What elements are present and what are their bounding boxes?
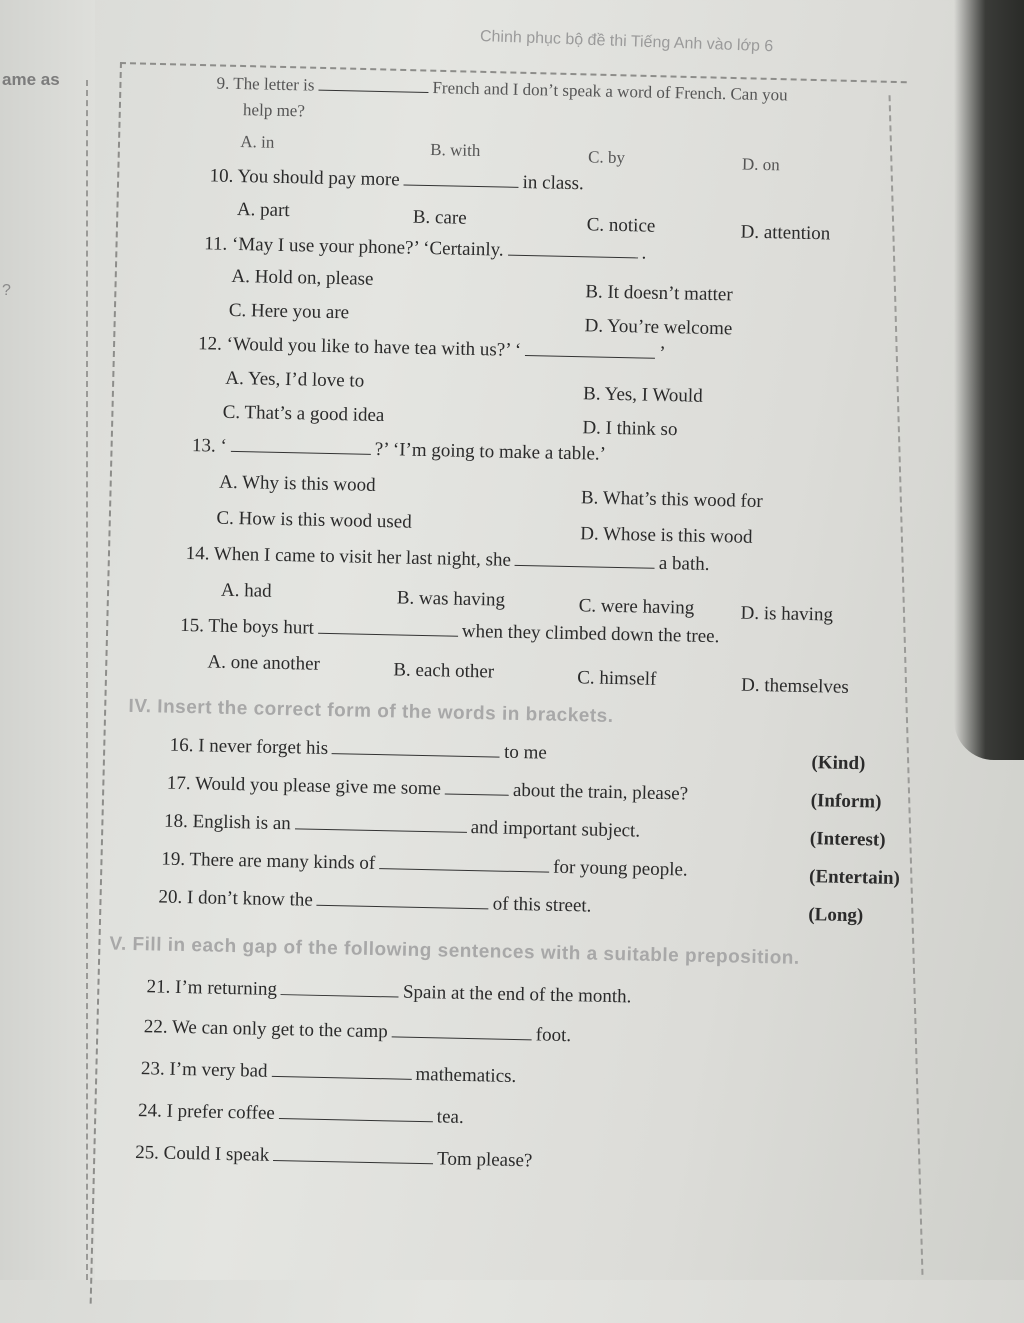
question-13: 13. ‘ ?’ ‘I’m going to make a table.’: [191, 435, 607, 465]
question-9: 9. The letter is French and I don’t speak a word of French. Can you: [216, 73, 788, 105]
option: A. Yes, I’d love to: [225, 367, 365, 392]
question-16: 16. I never forget his to me: [169, 734, 548, 764]
option: C. notice: [586, 214, 656, 237]
option: D. You’re welcome: [584, 315, 733, 340]
question-10: 10. You should pay more in class.: [209, 165, 585, 195]
answer-blank[interactable]: [445, 793, 509, 795]
option: B. with: [430, 140, 481, 161]
answer-blank[interactable]: [279, 1118, 433, 1122]
question-14: 14. When I came to visit her last night, she a bath.: [185, 542, 710, 575]
answer-blank[interactable]: [317, 905, 489, 910]
word-hint: (Kind): [811, 752, 866, 775]
option: C. by: [587, 147, 626, 168]
option: D. themselves: [740, 674, 849, 698]
answer-blank[interactable]: [525, 355, 655, 359]
option: D. Whose is this wood: [580, 523, 753, 548]
option: A. one another: [207, 651, 321, 675]
question-24: 24. I prefer coffee tea.: [137, 1100, 464, 1128]
answer-blank[interactable]: [508, 255, 638, 259]
question-19: 19. There are many kinds of for young people.: [161, 848, 688, 881]
question-20: 20. I don’t know the of this street.: [158, 886, 592, 917]
answer-blank[interactable]: [318, 633, 458, 637]
option: D. I think so: [582, 417, 678, 441]
option: C. himself: [577, 667, 657, 690]
option: A. had: [220, 579, 272, 602]
answer-blank[interactable]: [318, 90, 428, 93]
answer-blank[interactable]: [515, 565, 655, 569]
answer-blank[interactable]: [379, 868, 549, 873]
word-hint: (Entertain): [808, 866, 901, 890]
section-4-heading: IV. Insert the correct form of the words in brackets.: [128, 695, 614, 727]
option: C. Here you are: [228, 299, 350, 324]
answer-blank[interactable]: [332, 753, 500, 758]
adjacent-page-text: ame as: [2, 70, 60, 89]
question-17: 17. Would you please give me some about the train, please?: [166, 772, 689, 805]
question-18: 18. English is an and important subject.: [163, 810, 641, 842]
option: A. in: [240, 132, 275, 152]
answer-blank[interactable]: [392, 1036, 532, 1040]
adjacent-page-mark: ?: [2, 282, 11, 299]
answer-blank[interactable]: [273, 1160, 433, 1164]
question-11: 11. ‘May I use your phone?’ ‘Certainly. .: [204, 233, 647, 264]
option: B. each other: [393, 659, 495, 683]
option: C. That’s a good idea: [222, 401, 385, 427]
option: D. attention: [740, 221, 831, 245]
answer-blank[interactable]: [231, 451, 371, 455]
question-23: 23. I’m very bad mathematics.: [140, 1058, 517, 1088]
option: B. Yes, I Would: [582, 383, 703, 407]
option: D. on: [741, 154, 780, 175]
option: B. What’s this wood for: [580, 487, 763, 513]
word-hint: (Interest): [809, 828, 886, 851]
question-25: 25. Could I speak Tom please?: [134, 1142, 533, 1172]
option: B. It doesn’t matter: [585, 281, 733, 306]
question-9-cont: help me?: [242, 100, 306, 121]
option: B. was having: [396, 587, 506, 611]
word-hint: (Inform): [810, 790, 882, 813]
option: A. part: [236, 198, 290, 222]
question-15: 15. The boys hurt when they climbed down the tree.: [180, 614, 720, 648]
answer-blank[interactable]: [404, 184, 519, 187]
option: C. How is this wood used: [216, 507, 412, 533]
question-21: 21. I’m returning Spain at the end of the month.: [146, 976, 632, 1008]
option: B. care: [412, 206, 467, 229]
answer-blank[interactable]: [271, 1076, 411, 1080]
option: D. is having: [740, 602, 834, 626]
question-12: 12. ‘Would you like to have tea with us?’ ‘ ’: [197, 333, 666, 364]
answer-blank[interactable]: [281, 994, 399, 997]
section-5-heading: V. Fill in each gap of the following sentences with a suitable preposition.: [109, 933, 800, 969]
option: C. were having: [578, 595, 695, 619]
answer-blank[interactable]: [295, 828, 467, 833]
option: A. Hold on, please: [231, 265, 374, 290]
question-22: 22. We can only get to the camp foot.: [143, 1016, 572, 1047]
option: A. Why is this wood: [219, 471, 376, 496]
page-header: Chinh phục bộ đề thi Tiếng Anh vào lớp 6: [479, 28, 774, 56]
word-hint: (Long): [808, 904, 864, 927]
